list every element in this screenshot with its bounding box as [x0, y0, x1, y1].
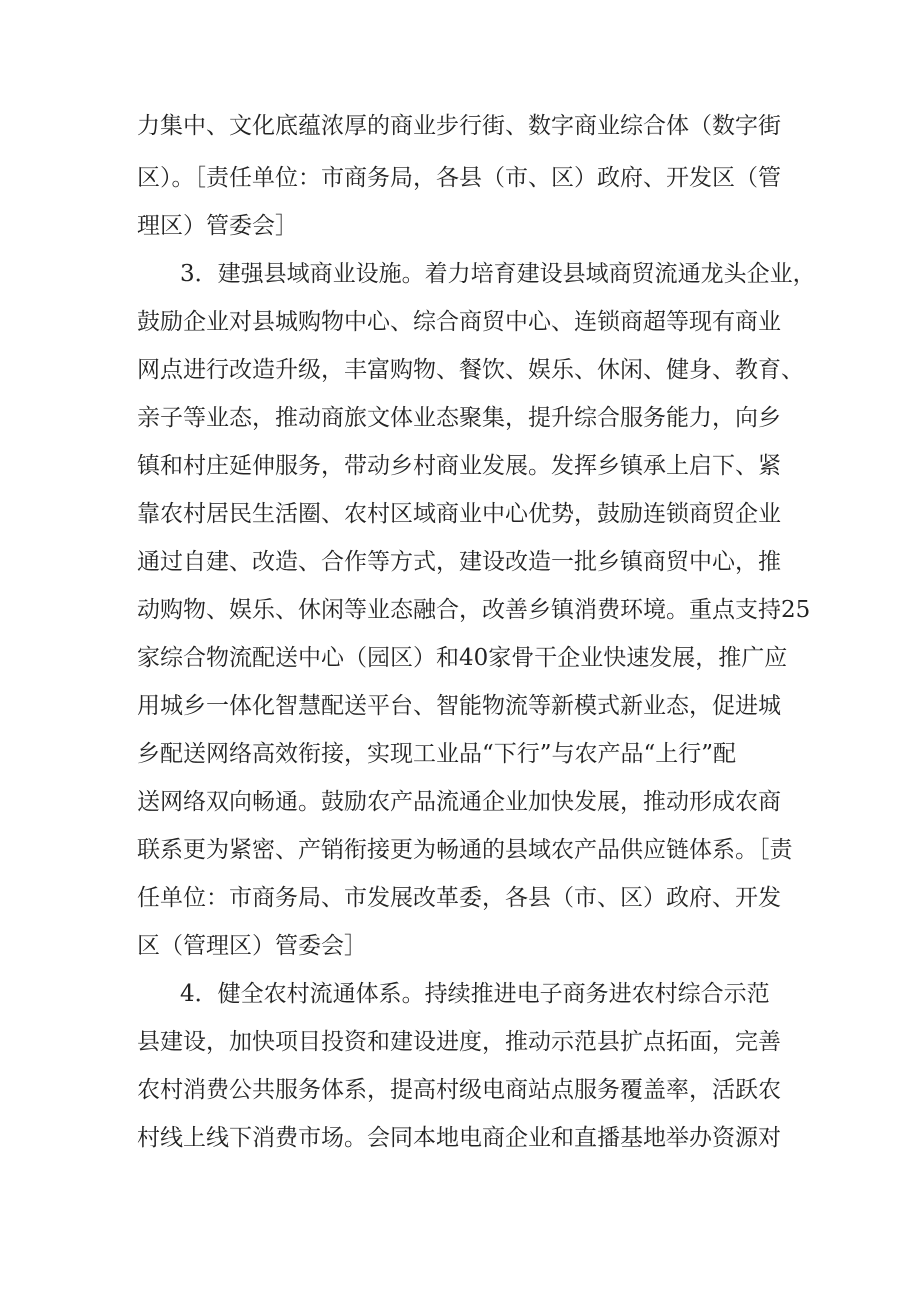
- text-line: [0, 734, 920, 774]
- text-line-content: 村线上线下消费市场。会同本地电商企业和直播基地举办资源对: [137, 1125, 781, 1151]
- text-line-content: 联系更为紧密、产销衔接更为畅通的县域农产品供应链体系。［责: [137, 837, 793, 863]
- text-line: [0, 350, 920, 390]
- text-line: [0, 878, 920, 918]
- text-line-content: 农村消费公共服务体系，提高村级电商站点服务覆盖率，活跃农: [137, 1077, 781, 1103]
- text-line: [0, 1022, 920, 1062]
- text-line: [0, 686, 920, 726]
- text-line: [0, 590, 920, 630]
- text-line-content: 镇和村庄延伸服务，带动乡村商业发展。发挥乡镇承上启下、紧: [137, 453, 781, 479]
- text-line: [0, 106, 920, 146]
- text-line-content: 网点进行改造升级，丰富购物、餐饮、娱乐、休闲、健身、教育、: [137, 357, 804, 383]
- text-line-content: 区）。［责任单位：市商务局，各县（市、区）政府、开发区（管: [137, 165, 781, 191]
- text-line: [0, 926, 920, 966]
- text-line-content: 动购物、娱乐、休闲等业态融合，改善乡镇消费环境。重点支持25: [137, 597, 811, 623]
- text-line-content: 送网络双向畅通。鼓励农产品流通企业加快发展，推动形成农商: [137, 789, 781, 815]
- text-line-content: 理区）管委会］: [137, 213, 298, 239]
- text-line-content: 任单位：市商务局、市发展改革委，各县（市、区）政府、开发: [137, 885, 781, 911]
- text-line-content: 力集中、文化底蕴浓厚的商业步行街、数字商业综合体（数字街: [137, 113, 781, 139]
- text-line-content: 4．健全农村流通体系。持续推进电子商务进农村综合示范: [180, 981, 770, 1007]
- text-line-content: 3．建强县域商业设施。着力培育建设县域商贸流通龙头企业，: [180, 261, 816, 287]
- text-line-content: 用城乡一体化智慧配送平台、智能物流等新模式新业态，促进城: [137, 693, 781, 719]
- text-line: [0, 446, 920, 486]
- text-line: [0, 254, 920, 294]
- text-line: [0, 1070, 920, 1110]
- text-line: [0, 638, 920, 678]
- text-line: [0, 974, 920, 1014]
- text-line-content: 靠农村居民生活圈、农村区域商业中心优势，鼓励连锁商贸企业: [137, 501, 781, 527]
- text-line: [0, 206, 920, 246]
- text-line: [0, 302, 920, 342]
- text-line-content: 亲子等业态，推动商旅文体业态聚集，提升综合服务能力，向乡: [137, 405, 781, 431]
- text-line-content: 通过自建、改造、合作等方式，建设改造一批乡镇商贸中心，推: [137, 549, 781, 575]
- text-line: [0, 398, 920, 438]
- text-line: [0, 782, 920, 822]
- text-line: [0, 158, 920, 198]
- text-line: [0, 1118, 920, 1158]
- text-line-content: 县建设，加快项目投资和建设进度，推动示范县扩点拓面，完善: [137, 1029, 781, 1055]
- text-line-content: 乡配送网络高效衔接，实现工业品“下行”与农产品“上行”配: [137, 741, 737, 767]
- text-line-content: 家综合物流配送中心（园区）和40家骨干企业快速发展，推广应: [137, 645, 788, 671]
- text-line: [0, 494, 920, 534]
- text-line: [0, 830, 920, 870]
- text-line-content: 区（管理区）管委会］: [137, 933, 367, 959]
- text-line-content: 鼓励企业对县城购物中心、综合商贸中心、连锁商超等现有商业: [137, 309, 781, 335]
- text-line: [0, 542, 920, 582]
